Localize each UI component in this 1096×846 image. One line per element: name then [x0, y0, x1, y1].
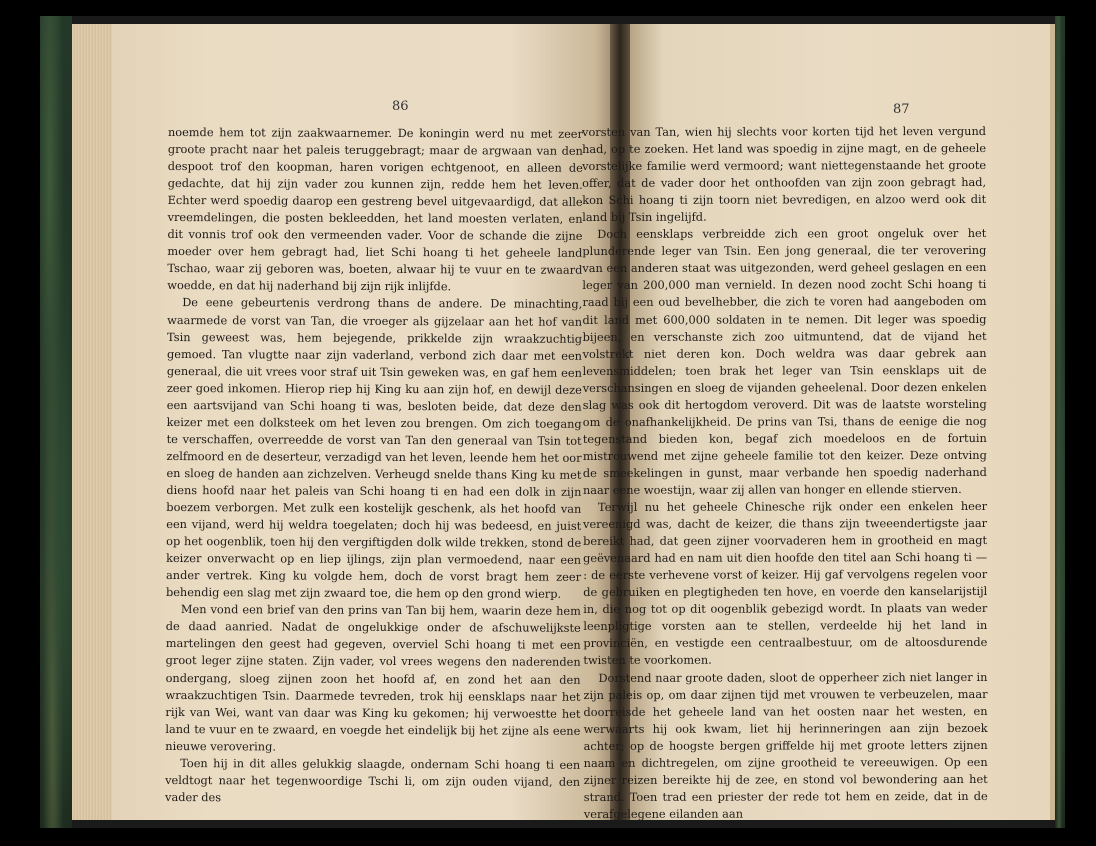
book-scan — [40, 16, 1065, 828]
page-number-right: 87 — [893, 102, 910, 117]
paragraph: Dorstend naar groote daden, sloot de opperheer zich niet langer in zijn paleis op, om daar zijnen tijd met vrouwen te verbeuzelen, maar doorreisde het geheele land van het oosten naar het westen, en werwaarts hij ook kwam, liet hij herinneringen aan zijn bezoek achter; op de hoogste bergen griffelde hij met groote letters zijnen naam en dichtregelen, om zijne grootheid te vereeuwigen. Op een zijner reizen bereikte hij de zee, en stond vol bewondering aan het strand. Toen trad een priester der rede tot hem en zeide, dat in de verafgelegene eilanden aan — [583, 669, 988, 821]
marbled-cover-right — [1055, 16, 1065, 828]
paragraph: vorsten van Tan, wien hij slechts voor korten tijd het leven vergund had, op te zoeken. Het land was spoedig in zijne magt, en de geheele vorstelijke familie werd vermoord; want niettegenstaande het groote offer, dat de vader door het onthoofden van zijn zoon gebragt had, kon Schi hoang ti zijn toorn niet bevredigen, en alzoo werd ook dit land bij Tsin ingelijfd. — [582, 123, 987, 225]
paragraph: Toen hij in dit alles gelukkig slaagde, ondernam Schi hoang ti een veldtogt naar het tegenwoordige Tschi li, om zijn ouden vijand, den vader des — [165, 755, 581, 805]
paragraph: Terwijl nu het geheele Chinesche rijk onder een enkelen heer vereenigd was, dacht de keizer, die thans zijn tweeendertigste jaar bereikt had, dat geen zijner voorvaderen hem in grootheid en magt geëvenaard had en nam uit dien hoofde den titel aan Schi hoang ti — : de eerste verhevene vorst of keizer. Hij gaf vervolgens regelen voor de gebruiken en plegtigheden ten hove, en voerde den kanselarijstijl in, die nog tot op dit oogenblik gebezigd wordt. In plaats van weder leenpligtige vorsten aan te stellen, verdeelde hij het land in provinciën, en vestigde een centraalbestuur, om de altoosdurende twisten te voorkomen. — [583, 498, 988, 668]
paragraph: De eene gebeurtenis verdrong thans de andere. De minachting, waarmede de vorst van Tan, die vroeger als gijzelaar aan het hof van Tsin geweest was, hem bejegende, prikkelde zijn wraakzuchtig gemoed. Tan vlugtte naar zijn vaderland, verbond zich daar met een generaal, die uit vrees voor straf uit Tsin geweken was, en gaf hem een zeer goed inkomen. Hierop riep hij King ku aan zijn hof, en dewijl deze een aartsvijand van Schi hoang ti was, besloten beide, dat deze den keizer met een dolksteek om het leven zou brengen. Om zich toegang te verschaffen, overreedde de vorst van Tan den generaal van Tsin tot zelfmoord en de deserteur, verzadigd van het leven, leende hem het oor en sloeg de handen aan zichzelven. Verheugd snelde thans King ku met diens hoofd naar het paleis van Schi hoang ti en had een dolk in zijn boezem verborgen. Met zulk een kostelijk geschenk, als het hoofd van een vijand, werd hij weldra toegelaten; doch hij was bedeesd, en juist op het oogenblik, toen hij den vergiftigden dolk wilde trekken, stond de keizer onverwacht op en liep ijlings, zijn plan vermoedend, naar een ander vertrek. King ku volgde hem, doch de vorst bragt hem zeer behendig een slag met zijn zwaard toe, die hem op den grond wierp. — [165, 295, 583, 601]
paragraph: noemde hem tot zijn zaakwaarnemer. De koningin werd nu met zeer groote pracht naar het paleis teruggebragt; maar de argwaan van den despoot trof den koopman, haren vorigen echtgenoot, en alleen de gedachte, dat hij zijn vader zou kunnen zijn, redde hem het leven. Echter werd spoedig daarop een gestreng bevel uitgevaardigd, dat alle vreemdelingen, die posten bekleedden, het land moesten verlaten, en dit vonnis trof ook den vermeenden vader. Voor de schande die zijne moeder over hem gebragt had, liet Schi hoang ti het geheele land Tschao, waar zij geboren was, boeten, alwaar hij te vuur en te zwaard woedde, en dat hij naderhand bij zijn rijk inlijfde. — [167, 124, 583, 294]
paragraph: Doch eensklaps verbreidde zich een groot ongeluk over het plunderende leger van Tsin. Een jong generaal, die ter verovering van een anderen staat was uitgezonden, werd geheel geslagen en een leger van 200,000 man vernield. In dezen nood zocht Schi hoang ti raad bij een oud bevelhebber, die zich te voren had aangeboden om dit land met 600,000 soldaten in te nemen. Dit leger was spoedig bijeen, en verschanste zich zoo uitmuntend, dat de vijand het volstrekt niet deren kon. Doch weldra was daar gebrek aan levensmiddelen; toen brak het leger van Tsin eensklaps uit de verschansingen en sloeg de vijanden geheelenal. Door dezen enkelen slag was ook dit hertogdom veroverd. Dit was de laatste worsteling om de onafhankelijkheid. De prins van Tsi, thans de eenige die nog tegenstand bieden kon, begaf zich moedeloos en de fortuin mistrouwend met zijne geheele familie tot den keizer. Deze ontving de smeekelingen in gunst, maar verbande hen spoedig naderhand naar eene woestijn, waar zij allen van honger en ellende stierven. — [582, 226, 987, 497]
left-page-text — [165, 124, 583, 808]
page-number-left: 86 — [392, 99, 409, 114]
right-page-text — [582, 123, 988, 823]
marbled-cover-left — [40, 16, 72, 828]
page-edge-right — [1050, 24, 1055, 820]
paragraph: Men vond een brief van den prins van Tan bij hem, waarin deze hem de daad aanried. Nadat de ongelukkige onder de afschuwelijkste martelingen den geest had gegeven, overviel Schi hoang ti met een groot leger zijne staten. Zijn vader, vol vrees wegens den naderenden ondergang, sloeg zijnen zoon het hoofd af, en zond het aan den wraakzuchtigen Tsin. Daarmede tevreden, trok hij eensklaps naar het rijk van Wei, want van daar was King ku gekomen; hij verwoestte het land te vuur en te zwaard, en voegde het eindelijk bij het zijne als eene nieuwe verovering. — [165, 602, 581, 754]
page-edges — [72, 24, 112, 820]
